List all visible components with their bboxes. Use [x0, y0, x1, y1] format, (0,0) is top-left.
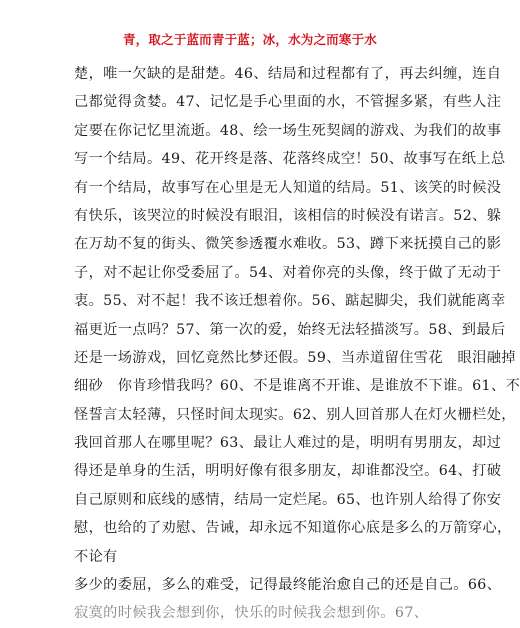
text-line: 定要在你记忆里流逝。48、绘一场生死契阔的游戏、为我们的故事	[74, 122, 502, 139]
text-line: 不论有	[74, 548, 118, 565]
text-line: 有快乐，该哭泣的时候没有眼泪，该相信的时候没有诺言。52、躲	[74, 207, 502, 224]
text-line: 有一个结局，故事写在心里是无人知道的结局。51、该笑的时候没	[74, 179, 502, 196]
text-line: 得还是单身的生活，明明好像有很多朋友，却谁都没空。64、打破	[74, 463, 502, 480]
text-line: 子，对不起让你受委屈了。54、对着你亮的头像，终于做了无动于	[74, 264, 502, 281]
text-line: 自己原则和底线的感情，结局一定烂尾。65、也许别人给得了你安	[74, 491, 502, 508]
text-line: 衷。55、对不起！我不该迁想着你。56、踮起脚尖，我们就能离幸	[74, 293, 506, 310]
text-line: 怪誓言太轻薄，只怪时间太现实。62、别人回首那人在灯火栅栏处，	[74, 406, 516, 423]
text-line: 福更近一点吗？57、第一次的爱，始终无法轻描淡写。58、到最后	[74, 321, 506, 338]
text-line: 楚，唯一欠缺的是甜楚。46、结局和过程都有了，再去纠缠，连自	[74, 66, 502, 82]
text-line: 多少的委屈，多么的难受，记得最终能治愈自己的还是自己。66、	[74, 577, 502, 594]
text-line: 还是一场游戏，回忆竟然比梦还假。59、当赤道留住雪花 眼泪融掉	[74, 349, 516, 366]
text-line: 写一个结局。49、花开终是落、花落终成空！50、故事写在纸上总	[74, 151, 506, 168]
text-line: 我回首那人在哪里呢？63、最让人难过的是，明明有男朋友，却过	[74, 435, 502, 452]
text-line: 细砂 你肯珍惜我吗？60、不是谁离不开谁、是谁放不下谁。61、不	[74, 378, 520, 395]
text-line-cut: 寂寞的时候我会想到你，快乐的时候我会想到你。67、	[74, 605, 429, 622]
text-line: 在万劫不复的街头、微笑参透覆水难收。53、蹲下来抚摸自己的影	[74, 236, 502, 253]
text-line: 慰，也给的了劝慰、告诫，却永远不知道你心底是多么的万箭穿心，	[74, 520, 512, 537]
page-header: 青，取之于蓝而青于蓝；冰，水为之而寒于水	[122, 32, 377, 47]
body-text	[74, 60, 520, 622]
text-line: 己都觉得贪婪。47、记忆是手心里面的水，不管握多紧，有些人注	[74, 94, 502, 111]
